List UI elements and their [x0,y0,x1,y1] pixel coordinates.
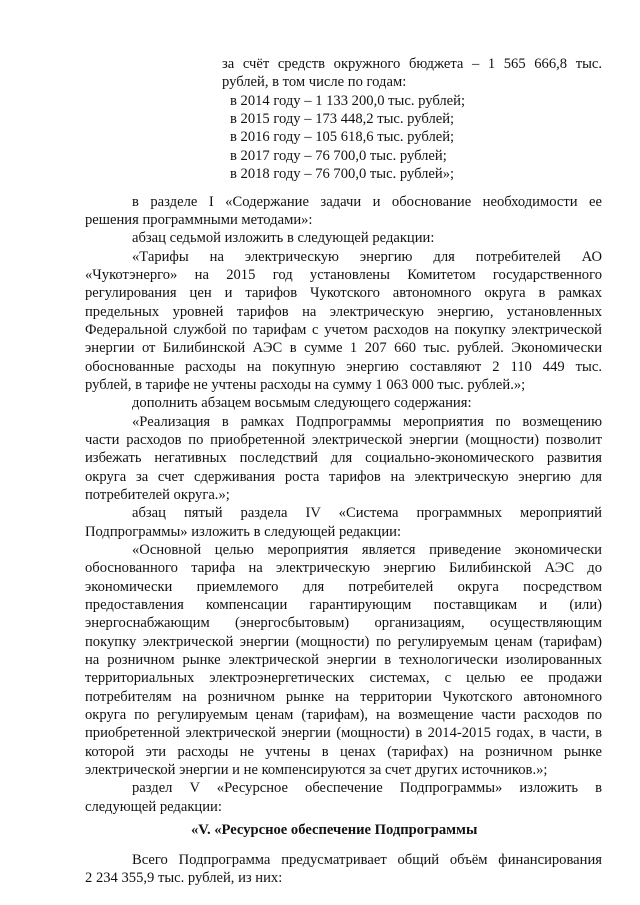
quoted-paragraph-line: покупку электрической энергии (мощности) по регулируемым ценам (тарифам) [85,634,602,650]
quoted-paragraph-line: регулирования цен и тарифов Чукотского автономного округа в рамках [85,285,602,301]
instruction-line: дополнить абзацем восьмым следующего содержания: [132,395,472,411]
quoted-paragraph-line: «Тарифы на электрическую энергию для потребителей АО [132,249,602,265]
quoted-paragraph-line: предельных уровней тарифов на электрическую энергию, установленных [85,304,602,320]
quoted-paragraph-line: «Реализация в рамках Подпрограммы мероприятия по возмещению [132,414,602,430]
quoted-paragraph-line: «Основной целью мероприятия является приведение экономически [132,542,602,558]
closing-paragraph-line: 2 234 355,9 тыс. рублей, из них: [85,870,283,886]
quoted-paragraph-line: территориальных электроэнергетических системах, с целью ее продажи [85,670,602,686]
budget-total-line: за счёт средств окружного бюджета – 1 565 666,8 тыс. [222,56,602,72]
instruction-line: Подпрограммы» изложить в следующей редакции: [85,524,402,540]
amendment-intro-line: в разделе I «Содержание задачи и обоснование необходимости ее [132,194,602,210]
instruction-line: следующей редакции: [85,799,222,815]
budget-year-line: в 2017 году – 76 700,0 тыс. рублей; [230,148,447,164]
budget-year-line: в 2018 году – 76 700,0 тыс. рублей»; [230,166,455,182]
quoted-paragraph-line: предоставления компенсации гарантирующим поставщикам и (или) [85,597,602,613]
instruction-line: раздел V «Ресурсное обеспечение Подпрограммы» изложить в [132,780,602,796]
quoted-paragraph-line: «Чукотэнерго» на 2015 год установлены Комитетом государственного [85,267,602,283]
budget-year-line: в 2015 году – 173 448,2 тыс. рублей; [230,111,455,127]
instruction-line: абзац пятый раздела IV «Система программных мероприятий [132,505,602,521]
quoted-paragraph-line: экономически приемлемого для потребителей округа посредством [85,579,602,595]
quoted-paragraph-line: потребителей округа.»; [85,487,230,503]
quoted-paragraph-line: округа по регулируемым ценам (тарифам), на возмещение части расходов по [85,707,602,723]
budget-total-line-cont: рублей, в том числе по годам: [222,74,407,90]
quoted-paragraph-line: приобретенной электрической энергии (мощности) в 2014-2015 годах, в части, в [85,725,602,741]
quoted-paragraph-line: обоснованного тарифа на электрическую энергию Билибинской АЭС до [85,560,602,576]
amendment-intro-line: решения программными методами»: [85,212,313,228]
quoted-paragraph-line: энергии от Билибинской АЭС в сумме 1 207 660 тыс. рублей. Экономически [85,340,602,356]
quoted-paragraph-line: электрической энергии и не компенсируются за счет других источников.»; [85,762,548,778]
budget-year-line: в 2016 году – 105 618,6 тыс. рублей; [230,129,455,145]
quoted-paragraph-line: рублей, в тарифе не учтены расходы на сумму 1 063 000 тыс. рублей.»; [85,377,526,393]
instruction-line: абзац седьмой изложить в следующей редакции: [132,230,435,246]
section-heading: «V. «Ресурсное обеспечение Подпрограммы [191,822,478,838]
quoted-paragraph-line: части расходов по приобретенной электрической энергии (мощности) позволит [85,432,602,448]
quoted-paragraph-line: потребителям на розничном рынке на территории Чукотского автономного [85,689,602,705]
quoted-paragraph-line: энергоснабжающим (энергосбытовым) организациям, осуществляющим [85,615,602,631]
quoted-paragraph-line: избежать негативных последствий для социально-экономического развития [85,450,602,466]
quoted-paragraph-line: Федеральной службой по тарифам с учетом расходов на покупку электрической [85,322,602,338]
quoted-paragraph-line: обоснованные расходы на покупную энергию составляют 2 110 449 тыс. [85,359,602,375]
quoted-paragraph-line: на розничном рынке электрической энергии в технологически изолированных [85,652,602,668]
closing-paragraph-line: Всего Подпрограмма предусматривает общий объём финансирования [132,852,602,868]
budget-year-line: в 2014 году – 1 133 200,0 тыс. рублей; [230,93,466,109]
quoted-paragraph-line: округа за счет сдерживания роста тарифов на электрическую энергию для [85,469,602,485]
quoted-paragraph-line: которой эти расходы не учтены в ценах (тарифах) на розничном рынке [85,744,602,760]
